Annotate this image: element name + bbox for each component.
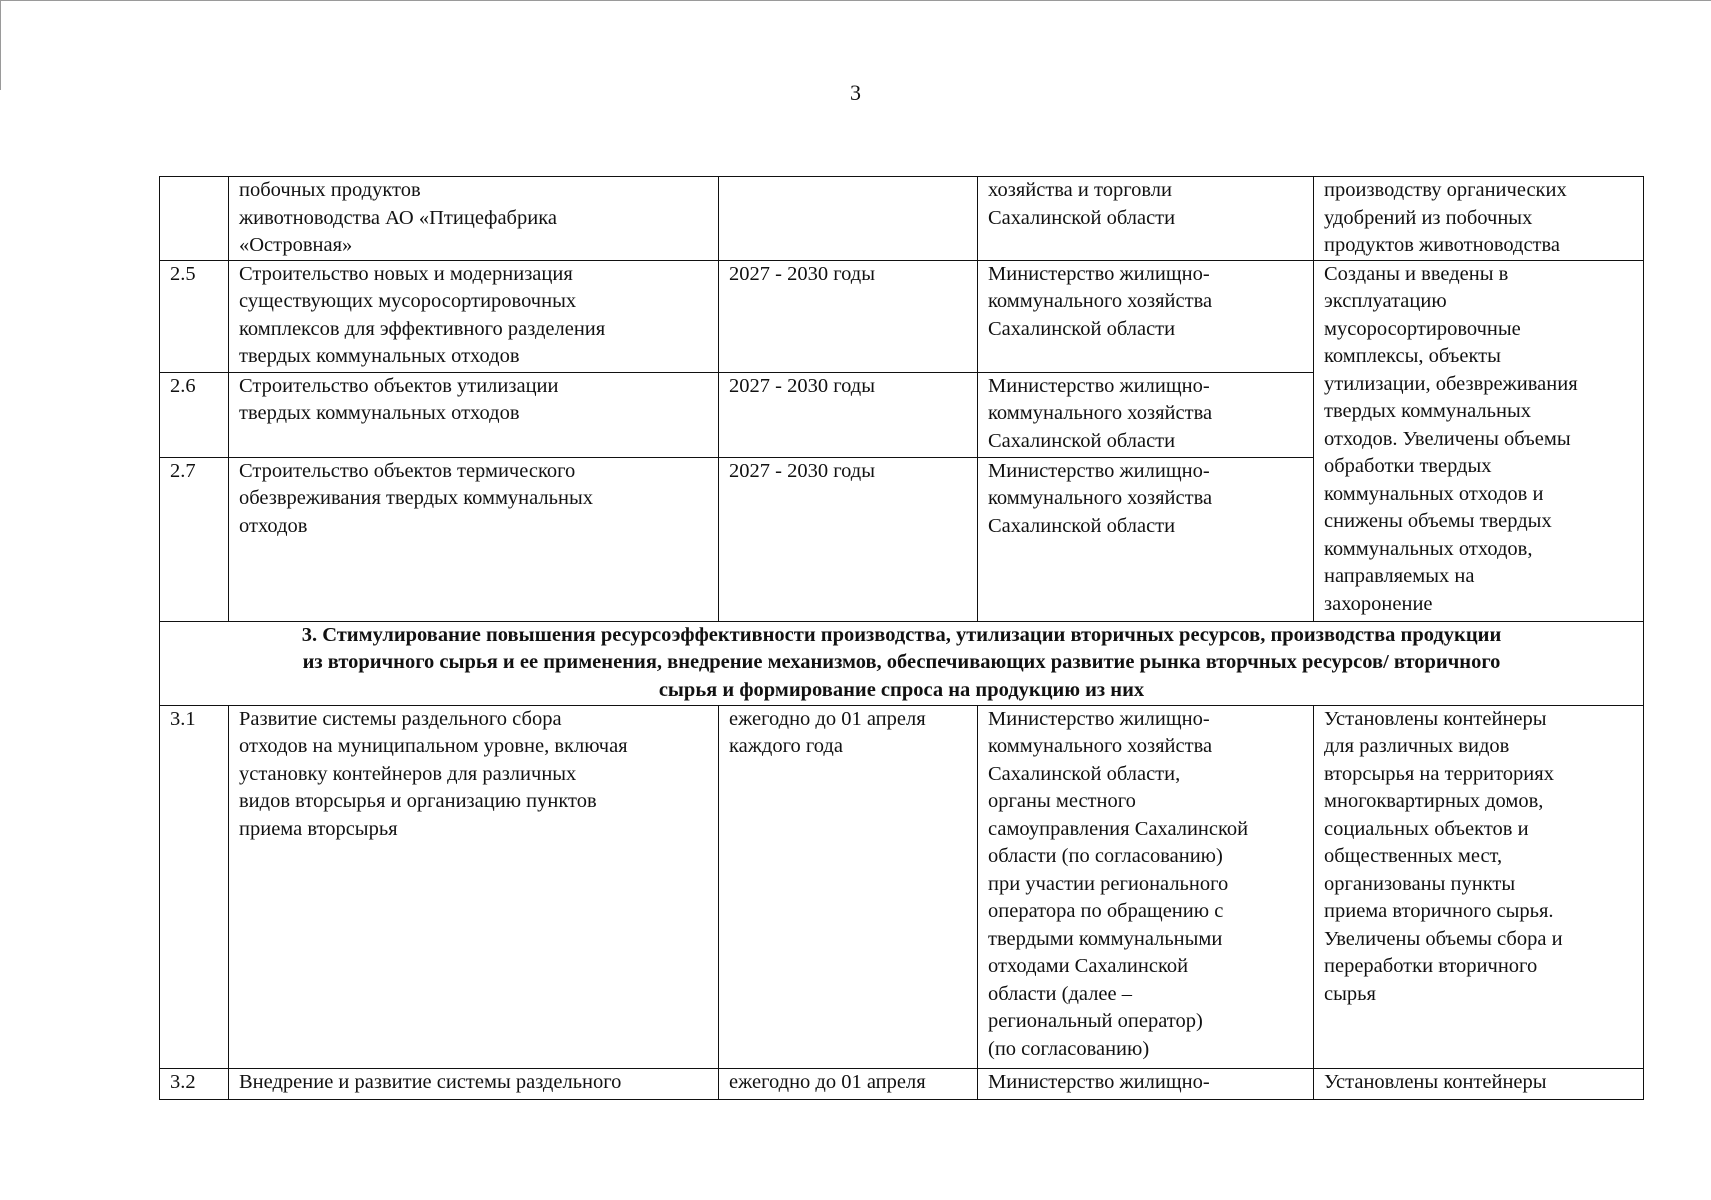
responsible-line: коммунального хозяйства [988,290,1213,312]
responsible-cell [978,457,1314,621]
measure-cell [229,705,719,1068]
result-line: отходов. Увеличены объемы [1324,427,1571,450]
responsible-line: Министерство жилищно- [988,262,1210,285]
responsible-line: при участии регионального [988,872,1229,895]
responsible-cell [978,260,1314,372]
measure-cell [229,1068,719,1099]
result-line: твердых коммунальных [1324,400,1531,422]
result-line: производству органических [1324,179,1567,201]
measure-line: обезвреживания твердых коммунальных [239,487,593,509]
measure-cell [229,177,719,261]
section-heading-line: из вторичного сырья и ее применения, внедрение механизмов, обеспечивающих развитие рынка вторчных ресурсов/ вторичного [302,651,1501,673]
result-line: эксплуатацию [1324,290,1447,312]
period-cell: 2027 - 2030 годы [719,372,978,457]
row-number-cell: 2.5 [160,260,229,372]
table-row-2-5 [160,260,1644,372]
page-number: 3 [850,80,861,105]
responsible-line: органы местного [988,790,1136,812]
result-line: приема вторичного сырья. [1324,900,1554,922]
measure-line: Внедрение и развитие системы раздельного [239,1070,622,1093]
result-line: для различных видов [1324,735,1510,757]
responsible-cell [978,705,1314,1068]
table-row-3-2 [160,1068,1644,1099]
result-line: Созданы и введены в [1324,262,1509,285]
responsible-line: оператора по обращению с [988,900,1224,922]
measure-line: отходов [239,514,308,537]
responsible-line: области (по согласованию) [988,845,1223,867]
measure-cell [229,372,719,457]
result-line: коммунальных отходов, [1324,537,1533,560]
responsible-line: Сахалинской области [988,317,1176,340]
scan-top-edge [0,0,1711,1]
measure-line: Строительство новых и модернизация [239,262,573,285]
result-line: захоронение [1324,592,1433,615]
result-line: удобрений из побочных [1324,206,1533,229]
row-number-cell: 2.6 [160,372,229,457]
responsible-line: Сахалинской области, [988,762,1181,785]
result-line: мусоросортировочные [1324,317,1521,340]
result-line: Установлены контейнеры [1324,707,1547,730]
responsible-line: Министерство жилищно- [988,459,1210,482]
period-cell: 2027 - 2030 годы [719,260,978,372]
result-cell [1314,705,1644,1068]
responsible-line: региональный оператор) [988,1010,1203,1032]
result-line: комплексы, объекты [1324,345,1501,367]
result-line: вторсырья на территориях [1324,762,1554,785]
result-line: многоквартирных домов, [1324,790,1544,812]
responsible-cell [978,1068,1314,1099]
responsible-line: Министерство жилищно- [988,374,1210,397]
result-cell [1314,177,1644,261]
period-cell [719,705,978,1068]
period-line: каждого года [729,735,843,757]
section-3-row [160,621,1644,705]
result-line: утилизации, обезвреживания [1324,372,1578,395]
period-cell [719,177,978,261]
result-line: продуктов животноводства [1324,234,1561,256]
responsible-cell [978,177,1314,261]
measure-line: комплексов для эффективного разделения [239,317,606,340]
section-heading-line: 3. Стимулирование повышения ресурсоэффективности производства, утилизации вторичных ресурсов, производства продукции [301,623,1502,646]
responsible-line: Министерство жилищно- [988,707,1210,730]
measure-line: Развитие системы раздельного сбора [239,707,562,730]
row-number-cell: 3.1 [160,705,229,1068]
responsible-line: (по согласованию) [988,1037,1150,1060]
result-line: Установлены контейнеры [1324,1070,1547,1093]
responsible-line: области (далее – [988,982,1132,1005]
responsible-line: Сахалинской области [988,206,1176,229]
scan-left-edge [0,0,1,90]
responsible-cell [978,372,1314,457]
responsible-line: коммунального хозяйства [988,402,1213,424]
result-line: направляемых на [1324,565,1475,587]
result-line: организованы пункты [1324,872,1516,895]
responsible-line: твердыми коммунальными [988,927,1223,950]
result-line: социальных объектов и [1324,817,1529,840]
table-row-continuation [160,177,1644,261]
period-cell: 2027 - 2030 годы [719,457,978,621]
merged-result-cell [1314,260,1644,621]
measure-cell [229,457,719,621]
responsible-line: коммунального хозяйства [988,735,1213,757]
measure-line: существующих мусоросортировочных [239,290,577,312]
measure-line: побочных продуктов [239,179,421,201]
measure-line: Строительство объектов утилизации [239,374,559,397]
row-number-cell: 3.2 [160,1068,229,1099]
result-line: Увеличены объемы сбора и [1324,927,1563,950]
period-cell [719,1068,978,1099]
result-line: обработки твердых [1324,455,1492,477]
measure-line: «Островная» [239,234,353,256]
result-line: общественных мест, [1324,845,1503,867]
responsible-line: хозяйства и торговли [988,179,1172,201]
measure-cell [229,260,719,372]
measures-table [159,176,1644,1100]
row-number-cell [160,177,229,261]
responsible-line: Сахалинской области [988,429,1176,452]
measure-line: отходов на муниципальном уровне, включая [239,735,628,757]
result-line: переработки вторичного [1324,955,1538,977]
result-line: сырья [1324,982,1376,1005]
responsible-line: коммунального хозяйства [988,487,1213,509]
measure-line: твердых коммунальных отходов [239,345,520,367]
responsible-line: Сахалинской области [988,514,1176,537]
measure-line: твердых коммунальных отходов [239,402,520,424]
measure-line: животноводства АО «Птицефабрика [239,206,557,229]
row-number-cell: 2.7 [160,457,229,621]
responsible-line: отходами Сахалинской [988,955,1189,977]
result-line: снижены объемы твердых [1324,510,1552,532]
result-line: коммунальных отходов и [1324,482,1544,505]
section-heading [160,621,1644,705]
measure-line: приема вторсырья [239,817,398,840]
responsible-line: Министерство жилищно- [988,1070,1210,1093]
table-row-3-1 [160,705,1644,1068]
result-cell [1314,1068,1644,1099]
section-heading-line: сырья и формирование спроса на продукцию из них [658,678,1145,701]
measure-line: видов вторсырья и организацию пунктов [239,790,597,812]
period-line: ежегодно до 01 апреля [729,1070,926,1093]
measure-line: установку контейнеров для различных [239,762,577,785]
responsible-line: самоуправления Сахалинской [988,817,1249,840]
period-line: ежегодно до 01 апреля [729,707,926,730]
measure-line: Строительство объектов термического [239,459,576,482]
